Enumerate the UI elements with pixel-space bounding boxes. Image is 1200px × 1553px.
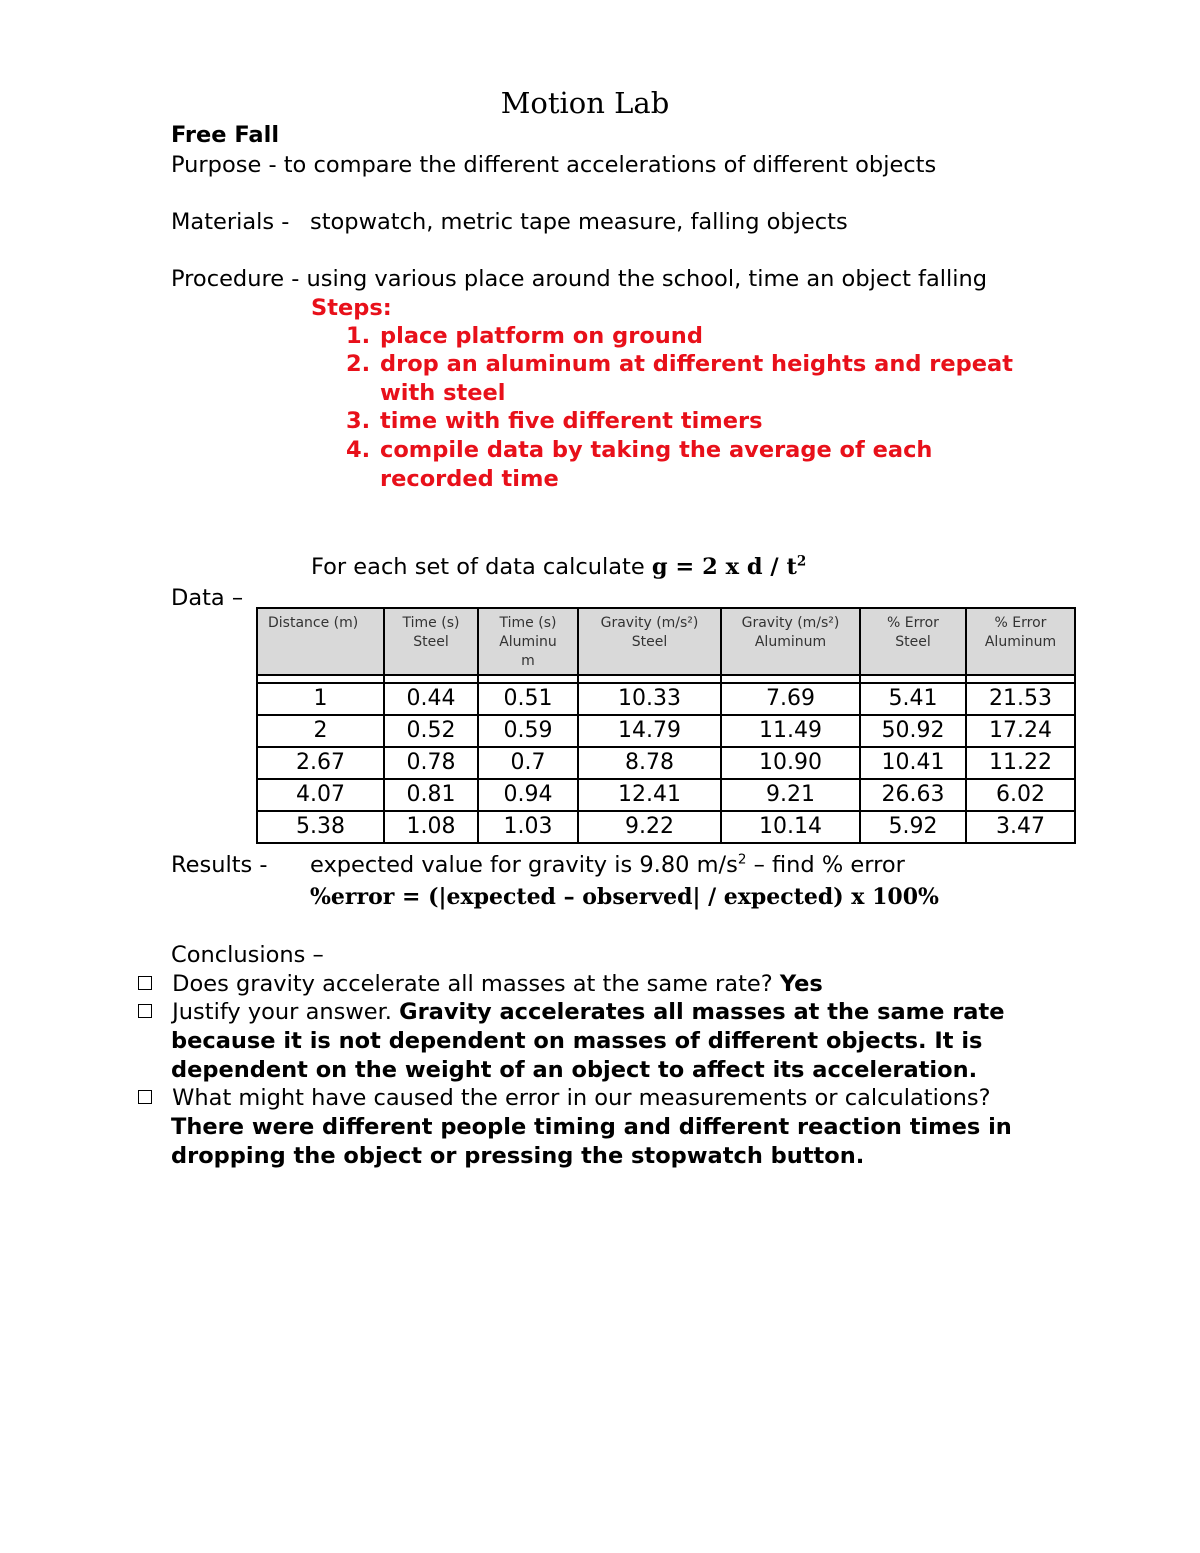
spacer-cell (384, 675, 478, 683)
table-cell: 10.41 (860, 747, 966, 779)
table-cell: 11.22 (966, 747, 1075, 779)
step-2-continued: with steel (380, 380, 506, 406)
table-cell: 0.59 (478, 715, 578, 747)
results-text (310, 852, 905, 878)
header-line: Steel (895, 634, 931, 650)
header-line: % Error (887, 615, 939, 631)
conclusion-question-2 (138, 999, 1005, 1025)
header-line: Steel (631, 634, 668, 650)
table-cell: 4.07 (257, 779, 384, 811)
header-time-steel (384, 608, 478, 675)
table-cell: 10.90 (721, 747, 860, 779)
header-error-steel (860, 608, 966, 675)
materials-label: Materials - (171, 209, 290, 235)
steps-label: Steps: (311, 295, 392, 321)
answer-3-line-1: There were different people timing and different reaction times in (171, 1114, 1012, 1140)
table-cell: 10.14 (721, 811, 860, 843)
gravity-formula (652, 554, 806, 580)
document-title: Motion Lab (500, 86, 670, 120)
header-line: Time (s) (402, 615, 460, 631)
step-2 (346, 351, 1013, 377)
header-line: Time (s) (499, 615, 557, 631)
table-cell: 5.38 (257, 811, 384, 843)
step-text: place platform on ground (380, 323, 703, 349)
procedure-text: Procedure - using various place around the school, time an object falling (171, 266, 988, 292)
table-cell: 0.94 (478, 779, 578, 811)
header-line: Gravity (m/s²) (741, 615, 840, 631)
question-text: Does gravity accelerate all masses at the same rate? (172, 971, 773, 997)
gravity-formula-text: g = 2 x d / t (651, 554, 797, 580)
table-cell: 0.81 (384, 779, 478, 811)
table-cell: 0.52 (384, 715, 478, 747)
data-label: Data – (171, 585, 244, 611)
table-header-row (257, 608, 1075, 675)
section-heading: Free Fall (171, 122, 280, 148)
header-line: Gravity (m/s²) (600, 615, 699, 631)
table-cell: 21.53 (966, 683, 1075, 715)
table-cell: 12.41 (578, 779, 721, 811)
table-row (257, 683, 1075, 715)
step-text: time with five different timers (380, 408, 763, 434)
table-cell: 1 (257, 683, 384, 715)
spacer-cell (257, 675, 384, 683)
header-gravity-steel (578, 608, 721, 675)
table-cell: 1.03 (478, 811, 578, 843)
header-line: Distance (m) (268, 615, 359, 631)
header-line: % Error (994, 615, 1047, 631)
checkbox-icon[interactable] (138, 1090, 152, 1104)
results-exponent: 2 (737, 851, 747, 868)
step-3 (346, 408, 762, 434)
answer-text: Gravity accelerates all masses at the same rate (399, 999, 1005, 1025)
results-tail: – find % error (753, 852, 905, 878)
header-line: Aluminu (499, 634, 557, 650)
step-number: 1. (346, 323, 371, 349)
header-line: Aluminum (754, 634, 827, 650)
table-cell: 1.08 (384, 811, 478, 843)
materials-text: stopwatch, metric tape measure, falling objects (310, 209, 848, 235)
answer-text: Yes (779, 971, 823, 997)
step-4-continued: recorded time (380, 466, 559, 492)
table-cell: 50.92 (860, 715, 966, 747)
spacer-cell (860, 675, 966, 683)
header-distance (257, 608, 384, 675)
checkbox-icon[interactable] (138, 976, 152, 990)
spacer-cell (478, 675, 578, 683)
table-cell: 8.78 (578, 747, 721, 779)
header-gravity-aluminum (721, 608, 860, 675)
step-1 (346, 323, 703, 349)
table-cell: 9.22 (578, 811, 721, 843)
table-cell: 26.63 (860, 779, 966, 811)
table-row (257, 715, 1075, 747)
answer-2-line-3: dependent on the weight of an object to affect its acceleration. (171, 1057, 978, 1083)
table-cell: 10.33 (578, 683, 721, 715)
table-cell: 2 (257, 715, 384, 747)
spacer-cell (966, 675, 1075, 683)
step-text: drop an aluminum at different heights and repeat (380, 351, 1013, 377)
step-number: 4. (346, 437, 371, 463)
error-formula: %error = (|expected – observed| / expected) x 100% (310, 884, 939, 910)
table-cell: 3.47 (966, 811, 1075, 843)
table-cell: 14.79 (578, 715, 721, 747)
table-cell: 2.67 (257, 747, 384, 779)
question-text: Justify your answer. (172, 999, 392, 1025)
table-cell: 0.78 (384, 747, 478, 779)
table-cell: 17.24 (966, 715, 1075, 747)
table-cell: 0.7 (478, 747, 578, 779)
answer-2-line-2: because it is not dependent on masses of different objects. It is (171, 1028, 983, 1054)
header-error-aluminum (966, 608, 1075, 675)
table-cell: 11.49 (721, 715, 860, 747)
calc-prefix: For each set of data calculate (311, 554, 645, 580)
table-spacer-row (257, 675, 1075, 683)
question-text: What might have caused the error in our measurements or calculations? (172, 1085, 991, 1111)
purpose-text: Purpose - to compare the different accelerations of different objects (171, 152, 937, 178)
conclusion-question-1 (138, 971, 823, 997)
step-4 (346, 437, 932, 463)
header-line: Aluminum (984, 634, 1057, 650)
table-cell: 5.41 (860, 683, 966, 715)
table-cell: 7.69 (721, 683, 860, 715)
step-number: 2. (346, 351, 371, 377)
header-line: m (521, 653, 535, 669)
table-cell: 0.51 (478, 683, 578, 715)
spacer-cell (578, 675, 721, 683)
results-expected: expected value for gravity is 9.80 m/s (310, 852, 738, 878)
checkbox-icon[interactable] (138, 1004, 152, 1018)
table-row (257, 779, 1075, 811)
table-body (257, 683, 1075, 843)
spacer-cell (721, 675, 860, 683)
table-cell: 0.44 (384, 683, 478, 715)
step-text: compile data by taking the average of each (380, 437, 933, 463)
table-row (257, 747, 1075, 779)
results-label: Results - (171, 852, 268, 878)
conclusion-question-3 (138, 1085, 991, 1111)
header-time-aluminum (478, 608, 578, 675)
conclusions-label: Conclusions – (171, 942, 324, 968)
answer-3-line-2: dropping the object or pressing the stopwatch button. (171, 1143, 865, 1169)
table-cell: 6.02 (966, 779, 1075, 811)
table-row (257, 811, 1075, 843)
data-table (256, 607, 1076, 844)
calculation-instruction (311, 554, 806, 580)
step-number: 3. (346, 408, 371, 434)
table-cell: 5.92 (860, 811, 966, 843)
header-line: Steel (413, 634, 449, 650)
table-cell: 9.21 (721, 779, 860, 811)
gravity-formula-exponent: 2 (796, 553, 807, 570)
